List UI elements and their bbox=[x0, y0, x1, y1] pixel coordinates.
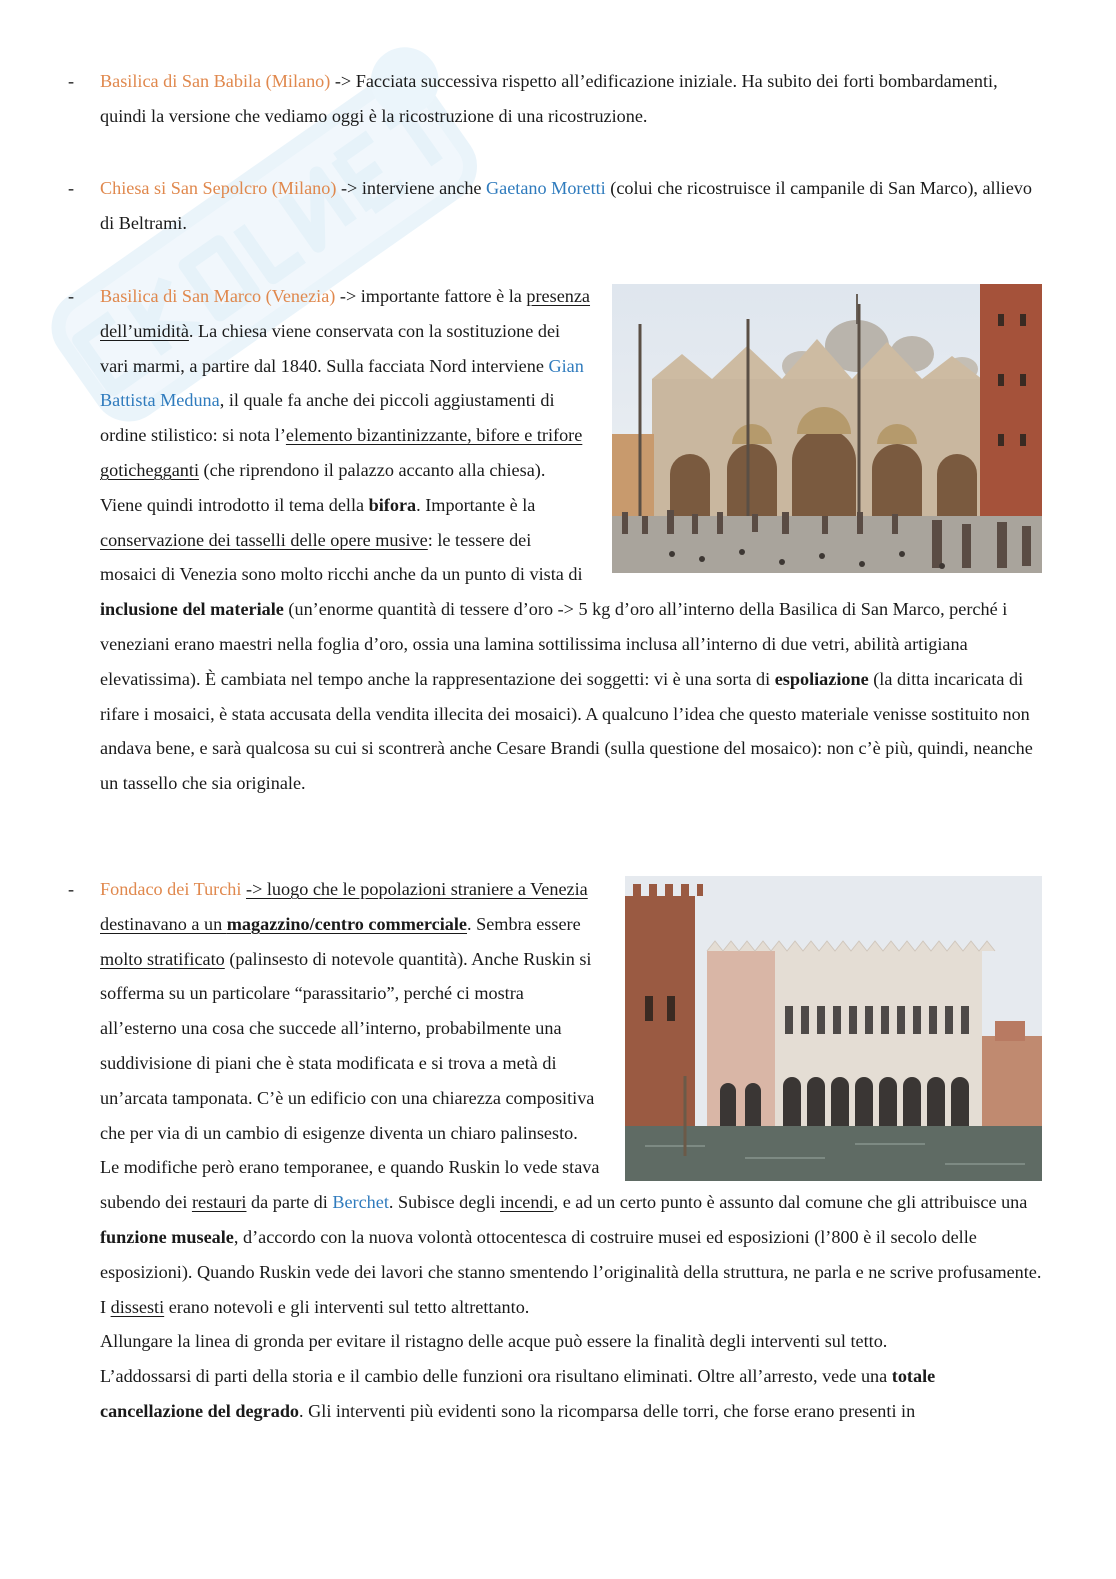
item-text: (la ditta incaricata di rifare i mosaici, è stata accusata della vendita illecita dei mosaici). A qualcuno l’idea che questo materiale venisse sostituito non andava bene, e sarà qualcosa su cui si scontrerà anche Cesare Brandi (sulla questione del mosaico): non c’è più, quindi, neanche un tassello che sia originale. bbox=[100, 668, 1033, 794]
underlined-phrase: -> luogo che le popolazioni straniere a Venezia destinavano a un bbox=[100, 879, 588, 934]
item-text: . Importante è la bbox=[416, 494, 536, 515]
item-text: Le modifiche però erano temporanee, e quando Ruskin lo vede stava subendo dei bbox=[100, 1157, 600, 1213]
item-text: -> importante fattore è la bbox=[335, 286, 527, 306]
bold-term: inclusione del materiale bbox=[100, 599, 284, 620]
bullet-dash: - bbox=[68, 71, 75, 91]
list-item-fondaco-dei-turchi bbox=[68, 872, 1042, 1429]
underlined-phrase: dissesti bbox=[110, 1296, 165, 1317]
list-item-san-babila bbox=[68, 64, 1042, 134]
item-text: (un’enorme quantità di tessere d’oro -> 5 kg d’oro all’interno della Basilica di San Marco, perché i veneziani erano maestri nella foglia d’oro, ossia una lamina sottilissima inclusa all’interno di due vetri, abilità artigiana elevatissima). È cambiata nel tempo anche la rappresentazione dei soggetti: vi è una sorta di bbox=[100, 599, 1008, 689]
underlined-phrase: restauri bbox=[191, 1192, 247, 1213]
person-name: Berchet bbox=[332, 1192, 389, 1213]
bold-term: bifora bbox=[368, 494, 417, 515]
item-text: erano notevoli e gli interventi sul tetto altrettanto. bbox=[164, 1296, 530, 1317]
item-title: Basilica di San Marco (Venezia) bbox=[100, 286, 336, 306]
bullet-dash: - bbox=[68, 178, 75, 198]
item-text: : le tessere dei mosaici di Venezia sono molto ricchi anche da un punto di vista di bbox=[100, 529, 583, 585]
item-title: Basilica di San Babila (Milano) bbox=[100, 71, 331, 91]
bold-term: espoliazione bbox=[774, 668, 869, 689]
underlined-phrase: presenza dell’umidità bbox=[100, 286, 591, 341]
item-text: . Subisce degli bbox=[388, 1192, 501, 1213]
list-item-san-marco bbox=[68, 279, 1042, 801]
bold-term: totale cancellazione del degrado bbox=[100, 1366, 936, 1421]
item-text: , e ad un certo punto è assunto dal comune che gli attribuisce una bbox=[553, 1192, 1028, 1213]
item-title: Chiesa si San Sepolcro (Milano) bbox=[100, 178, 337, 198]
underlined-phrase: elemento bizantinizzante, bifore e trifore gotichegganti bbox=[100, 425, 583, 480]
photo-fondaco-dei-turchi bbox=[625, 876, 1042, 1181]
person-name: Gaetano Moretti bbox=[486, 178, 606, 198]
bold-term: funzione museale bbox=[100, 1226, 234, 1247]
paragraph: Allungare la linea di gronda per evitare il ristagno delle acque può essere la finalità degli interventi sul tetto. bbox=[100, 1331, 888, 1352]
item-text: (colui che ricostruisce il campanile di San Marco), allievo di Beltrami. bbox=[100, 178, 1032, 233]
list-item-san-sepolcro bbox=[68, 171, 1042, 241]
item-text: L’addossarsi di parti della storia e il cambio delle funzioni ora risultano eliminati. Oltre all’arresto, vede una bbox=[100, 1366, 892, 1387]
item-text: . La chiesa viene conservata con la sostituzione dei vari marmi, a partire dal 1840. Sulla facciata Nord interviene bbox=[100, 320, 561, 376]
item-text: , d’accordo con la nuova volontà ottocentesca di costruire musei ed esposizioni (l’800 è il secolo delle esposizioni). Quando Ruskin vede dei lavori che stanno smentendo l’originalità della struttura, ne parla e ne scrive profusamente. I bbox=[100, 1226, 1042, 1317]
bullet-dash: - bbox=[68, 286, 75, 306]
item-text: (che riprendono il palazzo accanto alla chiesa). Viene quindi introdotto il tema della bbox=[100, 459, 546, 515]
bullet-dash: - bbox=[68, 879, 75, 899]
item-text: -> interviene anche bbox=[336, 178, 487, 198]
bold-term: magazzino/centro commerciale bbox=[226, 913, 468, 934]
photo-basilica-san-marco bbox=[612, 284, 1042, 573]
item-text: da parte di bbox=[246, 1192, 333, 1213]
item-text: (palinsesto di notevole quantità). Anche Ruskin si sofferma su un particolare “parassitario”, perché ci mostra all’esterno una cosa che succede all’interno, probabilmente una suddivisione di piani che è stata modificata e si trova a metà di un’arcata tamponata. C’è un edificio con una chiarezza compositiva che per via di un cambio di esigenze diventa un chiaro palinsesto. bbox=[100, 948, 595, 1143]
underlined-phrase: molto stratificato bbox=[100, 948, 225, 969]
item-text: -> Facciata successiva rispetto all’edificazione iniziale. Ha subito dei forti bombardamenti, quindi la versione che vediamo oggi è la ricostruzione di una ricostruzione. bbox=[100, 71, 998, 126]
underlined-phrase: incendi bbox=[500, 1192, 554, 1213]
person-name: Gian Battista Meduna bbox=[100, 355, 584, 411]
item-text: . Gli interventi più evidenti sono la ricomparsa delle torri, che forse erano presenti in bbox=[299, 1400, 916, 1421]
underlined-phrase: conservazione dei tasselli delle opere musive bbox=[100, 529, 428, 550]
item-title: Fondaco dei Turchi bbox=[100, 879, 242, 899]
item-text: , il quale fa anche dei piccoli aggiustamenti di ordine stilistico: si nota l’ bbox=[100, 390, 555, 446]
item-text: . Sembra essere bbox=[467, 913, 581, 934]
paragraph bbox=[100, 1359, 1042, 1429]
